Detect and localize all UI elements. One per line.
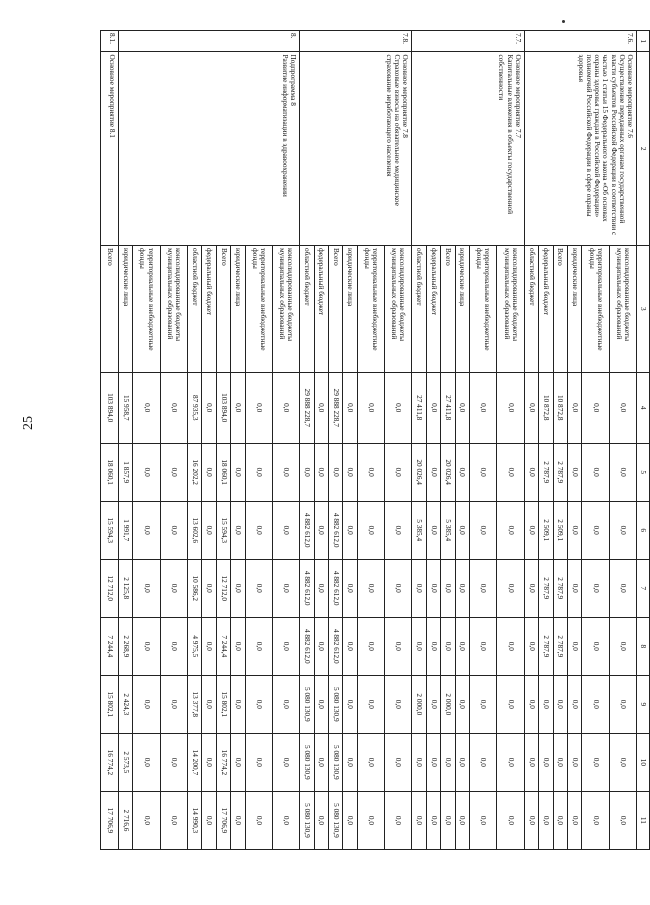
amount-cell: 2 000,0 xyxy=(412,675,426,733)
amount-cell: 15 594,3 xyxy=(101,501,119,559)
amount-cell: 0,0 xyxy=(497,443,524,501)
amount-cell: 0,0 xyxy=(343,675,357,733)
amount-cell: 4 882 612,0 xyxy=(300,617,314,675)
amount-cell: 12 712,0 xyxy=(101,559,119,617)
amount-cell: 0,0 xyxy=(133,733,160,791)
amount-cell: 0,0 xyxy=(524,791,538,849)
amount-cell: 0,0 xyxy=(357,559,384,617)
amount-cell: 0,0 xyxy=(357,501,384,559)
amount-cell: 0,0 xyxy=(539,733,553,791)
amount-cell: 0,0 xyxy=(524,617,538,675)
amount-cell: 0,0 xyxy=(343,733,357,791)
amount-cell: 0,0 xyxy=(272,372,299,443)
amount-cell: 0,0 xyxy=(385,559,412,617)
funding-source: юридические лица xyxy=(567,245,581,372)
amount-cell: 0,0 xyxy=(567,372,581,443)
measure-title: Подпрограмма 8 Развитие информатизации в здравоохранении xyxy=(118,52,299,245)
amount-cell: 0,0 xyxy=(412,733,426,791)
amount-cell: 5 080 130,9 xyxy=(300,675,314,733)
amount-cell: 0,0 xyxy=(582,733,609,791)
amount-cell: 0,0 xyxy=(160,372,187,443)
amount-cell: 0,0 xyxy=(245,617,272,675)
amount-cell: 0,0 xyxy=(567,559,581,617)
funding-source: федеральный бюджет xyxy=(426,245,440,372)
amount-cell: 0,0 xyxy=(133,675,160,733)
amount-cell: 0,0 xyxy=(567,675,581,733)
funding-source: юридические лица xyxy=(118,245,132,372)
amount-cell: 0,0 xyxy=(609,617,636,675)
amount-cell: 0,0 xyxy=(314,501,328,559)
funding-source: консолидированные бюджеты муниципальных образований xyxy=(609,245,636,372)
amount-cell: 0,0 xyxy=(133,443,160,501)
funding-source: Всего xyxy=(216,245,230,372)
amount-cell: 0,0 xyxy=(426,501,440,559)
amount-cell: 0,0 xyxy=(426,443,440,501)
amount-cell: 0,0 xyxy=(133,617,160,675)
amount-cell: 0,0 xyxy=(412,559,426,617)
amount-cell: 0,0 xyxy=(202,617,216,675)
funding-source: консолидированные бюджеты муниципальных образований xyxy=(272,245,299,372)
amount-cell: 4 882 612,0 xyxy=(300,559,314,617)
amount-cell: 16 774,2 xyxy=(216,733,230,791)
amount-cell: 0,0 xyxy=(202,733,216,791)
amount-cell: 0,0 xyxy=(272,675,299,733)
measure-title: Основное мероприятие 7.7 Капитальные вложения в объекты государственной собственности xyxy=(412,52,524,245)
amount-cell: 0,0 xyxy=(582,372,609,443)
amount-cell: 5 385,4 xyxy=(412,501,426,559)
amount-cell: 0,0 xyxy=(343,443,357,501)
amount-cell: 0,0 xyxy=(567,733,581,791)
amount-cell: 0,0 xyxy=(426,733,440,791)
amount-cell: 0,0 xyxy=(567,617,581,675)
amount-cell: 0,0 xyxy=(343,559,357,617)
amount-cell: 0,0 xyxy=(357,617,384,675)
table-row xyxy=(272,31,299,850)
amount-cell: 0,0 xyxy=(524,501,538,559)
amount-cell: 87 935,3 xyxy=(187,372,201,443)
amount-cell: 7 244,4 xyxy=(216,617,230,675)
amount-cell: 2 787,9 xyxy=(553,617,567,675)
measure-title: Основное мероприятие 7.6 Осуществление переданных органам государственной власти субъектов Российской Федерации в соответствии с частью 1 статьи 15 Федерального закона «Об основах охраны здоровья граждан в Российской Федерации» полномочий Российской Федерации в сфере охраны здоровья xyxy=(524,52,636,245)
amount-cell: 0,0 xyxy=(314,443,328,501)
amount-cell: 2 000,0 xyxy=(441,675,455,733)
amount-cell: 0,0 xyxy=(314,791,328,849)
amount-cell: 17 706,9 xyxy=(216,791,230,849)
amount-cell: 0,0 xyxy=(160,443,187,501)
amount-cell: 0,0 xyxy=(470,501,497,559)
measure-code: 8.1. xyxy=(101,31,119,52)
column-number-row xyxy=(637,31,650,850)
column-number-8: 8 xyxy=(637,617,650,675)
amount-cell: 0,0 xyxy=(314,617,328,675)
measure-code: 7.6. xyxy=(524,31,636,52)
amount-cell: 4 975,5 xyxy=(187,617,201,675)
funding-source: Всего xyxy=(441,245,455,372)
amount-cell: 0,0 xyxy=(272,733,299,791)
amount-cell: 0,0 xyxy=(245,791,272,849)
amount-cell: 13 602,6 xyxy=(187,501,201,559)
amount-cell: 0,0 xyxy=(539,791,553,849)
amount-cell: 0,0 xyxy=(582,617,609,675)
amount-cell: 2 424,3 xyxy=(118,675,132,733)
amount-cell: 0,0 xyxy=(609,443,636,501)
column-number-2: 2 xyxy=(637,52,650,245)
amount-cell: 0,0 xyxy=(455,501,469,559)
amount-cell: 0,0 xyxy=(245,501,272,559)
amount-cell: 0,0 xyxy=(567,501,581,559)
amount-cell: 0,0 xyxy=(426,675,440,733)
amount-cell: 29 888 228,7 xyxy=(329,372,343,443)
amount-cell: 0,0 xyxy=(357,733,384,791)
amount-cell: 2 573,5 xyxy=(118,733,132,791)
amount-cell: 0,0 xyxy=(426,617,440,675)
column-number-1: 1 xyxy=(637,31,650,52)
amount-cell: 0,0 xyxy=(385,617,412,675)
amount-cell: 0,0 xyxy=(441,733,455,791)
funding-source: консолидированные бюджеты муниципальных образований xyxy=(160,245,187,372)
measure-code: 8. xyxy=(118,31,299,52)
amount-cell: 103 894,0 xyxy=(101,372,119,443)
amount-cell: 13 377,8 xyxy=(187,675,201,733)
amount-cell: 29 888 228,7 xyxy=(300,372,314,443)
amount-cell: 0,0 xyxy=(455,675,469,733)
amount-cell: 0,0 xyxy=(357,443,384,501)
amount-cell: 0,0 xyxy=(245,733,272,791)
amount-cell: 1 991,7 xyxy=(118,501,132,559)
column-number-7: 7 xyxy=(637,559,650,617)
table-row xyxy=(609,31,636,850)
amount-cell: 0,0 xyxy=(426,372,440,443)
amount-cell: 0,0 xyxy=(357,791,384,849)
amount-cell: 103 894,0 xyxy=(216,372,230,443)
amount-cell: 0,0 xyxy=(524,675,538,733)
amount-cell: 0,0 xyxy=(357,372,384,443)
amount-cell: 2 268,9 xyxy=(118,617,132,675)
amount-cell: 0,0 xyxy=(582,559,609,617)
amount-cell: 5 080 130,9 xyxy=(329,733,343,791)
amount-cell: 0,0 xyxy=(441,791,455,849)
amount-cell: 5 385,4 xyxy=(441,501,455,559)
amount-cell: 0,0 xyxy=(553,733,567,791)
amount-cell: 0,0 xyxy=(497,372,524,443)
amount-cell: 15 594,3 xyxy=(216,501,230,559)
amount-cell: 0,0 xyxy=(231,675,245,733)
amount-cell: 14 990,3 xyxy=(187,791,201,849)
column-number-5: 5 xyxy=(637,443,650,501)
amount-cell: 0,0 xyxy=(343,372,357,443)
amount-cell: 0,0 xyxy=(609,675,636,733)
amount-cell: 0,0 xyxy=(524,733,538,791)
amount-cell: 15 802,1 xyxy=(101,675,119,733)
amount-cell: 12 712,0 xyxy=(216,559,230,617)
amount-cell: 0,0 xyxy=(245,675,272,733)
amount-cell: 5 080 130,9 xyxy=(329,791,343,849)
column-number-11: 11 xyxy=(637,791,650,849)
amount-cell: 0,0 xyxy=(385,443,412,501)
funding-source: территориальные внебюджетные фонды xyxy=(133,245,160,372)
amount-cell: 0,0 xyxy=(609,372,636,443)
measure-title: Основное мероприятие 7.8 Страховые взносы на обязательное медицинское страхование неработающего населения xyxy=(300,52,412,245)
amount-cell: 0,0 xyxy=(202,372,216,443)
amount-cell: 0,0 xyxy=(553,791,567,849)
amount-cell: 0,0 xyxy=(609,733,636,791)
amount-cell: 15 802,1 xyxy=(216,675,230,733)
amount-cell: 0,0 xyxy=(470,372,497,443)
amount-cell: 0,0 xyxy=(455,733,469,791)
amount-cell: 7 244,4 xyxy=(101,617,119,675)
column-number-6: 6 xyxy=(637,501,650,559)
amount-cell: 0,0 xyxy=(160,617,187,675)
amount-cell: 0,0 xyxy=(300,443,314,501)
funding-source: юридические лица xyxy=(231,245,245,372)
amount-cell: 0,0 xyxy=(426,559,440,617)
amount-cell: 0,0 xyxy=(497,501,524,559)
amount-cell: 0,0 xyxy=(497,617,524,675)
amount-cell: 5 080 130,9 xyxy=(300,791,314,849)
ink-dot xyxy=(562,20,565,23)
amount-cell: 0,0 xyxy=(160,791,187,849)
table-row xyxy=(101,31,119,850)
funding-source: федеральный бюджет xyxy=(539,245,553,372)
amount-cell: 2 787,9 xyxy=(539,443,553,501)
amount-cell: 0,0 xyxy=(272,617,299,675)
amount-cell: 0,0 xyxy=(455,443,469,501)
measure-code: 7.8. xyxy=(300,31,412,52)
funding-source: юридические лица xyxy=(455,245,469,372)
amount-cell: 0,0 xyxy=(497,791,524,849)
amount-cell: 27 411,8 xyxy=(441,372,455,443)
amount-cell: 0,0 xyxy=(231,559,245,617)
amount-cell: 20 026,4 xyxy=(441,443,455,501)
amount-cell: 0,0 xyxy=(245,559,272,617)
amount-cell: 18 060,1 xyxy=(216,443,230,501)
funding-source: территориальные внебюджетные фонды xyxy=(245,245,272,372)
amount-cell: 0,0 xyxy=(272,559,299,617)
amount-cell: 0,0 xyxy=(497,559,524,617)
amount-cell: 0,0 xyxy=(202,559,216,617)
amount-cell: 2 509,1 xyxy=(553,501,567,559)
amount-cell: 0,0 xyxy=(133,501,160,559)
amount-cell: 0,0 xyxy=(343,501,357,559)
amount-cell: 16 202,2 xyxy=(187,443,201,501)
funding-source: территориальные внебюджетные фонды xyxy=(582,245,609,372)
funding-source: консолидированные бюджеты муниципальных образований xyxy=(385,245,412,372)
amount-cell: 0,0 xyxy=(609,501,636,559)
amount-cell: 0,0 xyxy=(426,791,440,849)
amount-cell: 0,0 xyxy=(470,559,497,617)
amount-cell: 1 857,9 xyxy=(118,443,132,501)
amount-cell: 0,0 xyxy=(470,617,497,675)
amount-cell: 0,0 xyxy=(385,372,412,443)
amount-cell: 0,0 xyxy=(524,559,538,617)
funding-source: Всего xyxy=(553,245,567,372)
amount-cell: 0,0 xyxy=(470,443,497,501)
amount-cell: 0,0 xyxy=(582,791,609,849)
amount-cell: 0,0 xyxy=(385,733,412,791)
funding-source: областной бюджет xyxy=(524,245,538,372)
amount-cell: 0,0 xyxy=(455,617,469,675)
amount-cell: 4 882 612,0 xyxy=(300,501,314,559)
measure-code: 7.7. xyxy=(412,31,524,52)
amount-cell: 0,0 xyxy=(231,617,245,675)
amount-cell: 0,0 xyxy=(133,372,160,443)
amount-cell: 18 060,1 xyxy=(101,443,119,501)
measure-title: Основное мероприятие 8.1 xyxy=(101,52,119,245)
amount-cell: 0,0 xyxy=(470,733,497,791)
funding-source: областной бюджет xyxy=(300,245,314,372)
page-number: 25 xyxy=(21,416,36,430)
amount-cell: 0,0 xyxy=(455,791,469,849)
funding-source: Всего xyxy=(101,245,119,372)
amount-cell: 0,0 xyxy=(160,501,187,559)
amount-cell: 0,0 xyxy=(343,791,357,849)
amount-cell: 0,0 xyxy=(343,617,357,675)
amount-cell: 0,0 xyxy=(385,501,412,559)
amount-cell: 27 411,8 xyxy=(412,372,426,443)
column-number-3: 3 xyxy=(637,245,650,372)
amount-cell: 0,0 xyxy=(385,791,412,849)
amount-cell: 5 080 130,9 xyxy=(329,675,343,733)
table-wrapper xyxy=(100,30,650,850)
amount-cell: 0,0 xyxy=(231,733,245,791)
amount-cell: 0,0 xyxy=(245,372,272,443)
amount-cell: 2 787,9 xyxy=(539,617,553,675)
amount-cell: 0,0 xyxy=(470,791,497,849)
funding-source: федеральный бюджет xyxy=(202,245,216,372)
amount-cell: 0,0 xyxy=(160,675,187,733)
table-row xyxy=(385,31,412,850)
amount-cell: 0,0 xyxy=(524,443,538,501)
amount-cell: 0,0 xyxy=(497,733,524,791)
amount-cell: 0,0 xyxy=(231,372,245,443)
amount-cell: 0,0 xyxy=(314,675,328,733)
amount-cell: 0,0 xyxy=(497,675,524,733)
amount-cell: 15 958,7 xyxy=(118,372,132,443)
table-body xyxy=(101,31,637,850)
amount-cell: 0,0 xyxy=(202,443,216,501)
funding-source: областной бюджет xyxy=(412,245,426,372)
amount-cell: 17 706,9 xyxy=(101,791,119,849)
amount-cell: 4 882 612,0 xyxy=(329,501,343,559)
amount-cell: 0,0 xyxy=(272,791,299,849)
amount-cell: 0,0 xyxy=(455,372,469,443)
amount-cell: 0,0 xyxy=(133,559,160,617)
amount-cell: 0,0 xyxy=(567,443,581,501)
funding-source: Всего xyxy=(329,245,343,372)
amount-cell: 0,0 xyxy=(133,791,160,849)
funding-source: территориальные внебюджетные фонды xyxy=(470,245,497,372)
amount-cell: 0,0 xyxy=(412,791,426,849)
amount-cell: 0,0 xyxy=(385,675,412,733)
column-number-4: 4 xyxy=(637,372,650,443)
amount-cell: 2 716,6 xyxy=(118,791,132,849)
funding-source: юридические лица xyxy=(343,245,357,372)
amount-cell: 10 872,8 xyxy=(553,372,567,443)
amount-cell: 0,0 xyxy=(160,733,187,791)
amount-cell: 0,0 xyxy=(314,559,328,617)
funding-source: консолидированные бюджеты муниципальных образований xyxy=(497,245,524,372)
amount-cell: 0,0 xyxy=(202,501,216,559)
amount-cell: 0,0 xyxy=(231,501,245,559)
funding-source: федеральный бюджет xyxy=(314,245,328,372)
amount-cell: 4 882 612,0 xyxy=(329,617,343,675)
amount-cell: 0,0 xyxy=(524,372,538,443)
amount-cell: 2 787,9 xyxy=(539,559,553,617)
amount-cell: 0,0 xyxy=(160,559,187,617)
amount-cell: 0,0 xyxy=(231,791,245,849)
amount-cell: 0,0 xyxy=(609,791,636,849)
amount-cell: 0,0 xyxy=(357,675,384,733)
amount-cell: 0,0 xyxy=(412,617,426,675)
amount-cell: 0,0 xyxy=(455,559,469,617)
amount-cell: 16 774,2 xyxy=(101,733,119,791)
amount-cell: 0,0 xyxy=(539,675,553,733)
amount-cell: 0,0 xyxy=(582,443,609,501)
amount-cell: 0,0 xyxy=(272,443,299,501)
amount-cell: 2 509,1 xyxy=(539,501,553,559)
amount-cell: 2 787,9 xyxy=(553,559,567,617)
amount-cell: 0,0 xyxy=(582,501,609,559)
funding-source: территориальные внебюджетные фонды xyxy=(357,245,384,372)
amount-cell: 0,0 xyxy=(272,501,299,559)
amount-cell: 0,0 xyxy=(231,443,245,501)
amount-cell: 0,0 xyxy=(609,559,636,617)
amount-cell: 0,0 xyxy=(441,617,455,675)
amount-cell: 0,0 xyxy=(329,443,343,501)
amount-cell: 4 882 612,0 xyxy=(329,559,343,617)
amount-cell: 20 026,4 xyxy=(412,443,426,501)
amount-cell: 0,0 xyxy=(245,443,272,501)
column-number-10: 10 xyxy=(637,733,650,791)
amount-cell: 0,0 xyxy=(314,733,328,791)
amount-cell: 2 125,8 xyxy=(118,559,132,617)
amount-cell: 0,0 xyxy=(567,791,581,849)
amount-cell: 0,0 xyxy=(582,675,609,733)
rotated-sheet xyxy=(100,30,650,850)
amount-cell: 5 080 130,9 xyxy=(300,733,314,791)
amount-cell: 10 872,8 xyxy=(539,372,553,443)
amount-cell: 10 586,2 xyxy=(187,559,201,617)
budget-table xyxy=(100,30,650,850)
amount-cell: 0,0 xyxy=(553,675,567,733)
funding-source: областной бюджет xyxy=(187,245,201,372)
table-row xyxy=(497,31,524,850)
amount-cell: 0,0 xyxy=(441,559,455,617)
amount-cell: 14 200,7 xyxy=(187,733,201,791)
amount-cell: 0,0 xyxy=(202,675,216,733)
column-number-9: 9 xyxy=(637,675,650,733)
amount-cell: 2 787,9 xyxy=(553,443,567,501)
amount-cell: 0,0 xyxy=(314,372,328,443)
amount-cell: 0,0 xyxy=(470,675,497,733)
amount-cell: 0,0 xyxy=(202,791,216,849)
